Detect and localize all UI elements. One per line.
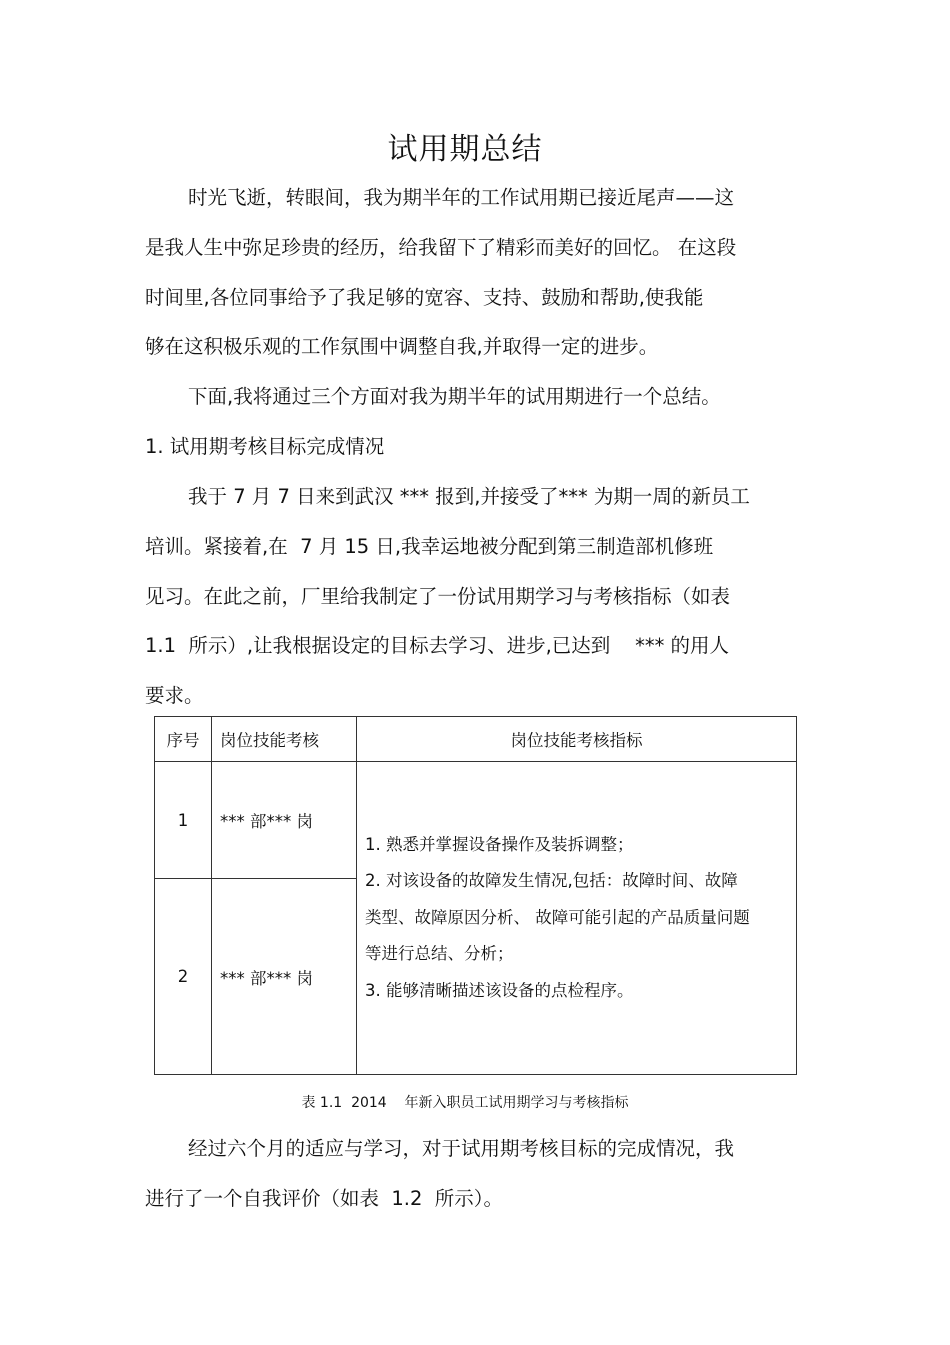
section-heading: 1. 试用期考核目标完成情况 — [145, 435, 385, 458]
paragraph-line: 够在这积极乐观的工作氛围中调整自我,并取得一定的进步。 — [145, 335, 659, 358]
paragraph-line: 要求。 — [145, 684, 204, 707]
paragraph-line: 进行了一个自我评价（如表 1.2 所示）。 — [145, 1187, 504, 1210]
paragraph-line: 经过六个月的适应与学习，对于试用期考核目标的完成情况，我 — [188, 1137, 735, 1160]
assessment-table — [154, 716, 797, 1075]
row-number-cell: 2 — [155, 879, 212, 1075]
table-caption: 表 1.1 2014 年新入职员工试用期学习与考核指标 — [301, 1095, 629, 1111]
paragraph-line: 1.1 所示）,让我根据设定的目标去学习、进步,已达到 *** 的用人 — [145, 634, 730, 657]
indicator-item: 2. 对该设备的故障发生情况,包括：故障时间、故障 — [365, 871, 738, 891]
paragraph-line: 见习。在此之前，厂里给我制定了一份试用期学习与考核指标（如表 — [145, 585, 731, 608]
indicator-list — [365, 827, 796, 1010]
row-post-cell: *** 部*** 岗 — [212, 879, 357, 1075]
table-row — [155, 762, 797, 879]
header-cell-indicator: 岗位技能考核指标 — [357, 717, 797, 762]
paragraph-line: 是我人生中弥足珍贵的经历，给我留下了精彩而美好的回忆。 在这段 — [145, 236, 737, 259]
row-post-cell: *** 部*** 岗 — [212, 762, 357, 879]
paragraph-line: 时光飞逝，转眼间，我为期半年的工作试用期已接近尾声——这 — [188, 186, 735, 209]
paragraph-line: 时间里,各位同事给予了我足够的宽容、支持、鼓励和帮助,使我能 — [145, 286, 704, 309]
document-title: 试用期总结 — [387, 132, 543, 167]
paragraph-line: 我于 7 月 7 日来到武汉 *** 报到,并接受了*** 为期一周的新员工 — [188, 485, 750, 508]
paragraph-line: 下面,我将通过三个方面对我为期半年的试用期进行一个总结。 — [188, 385, 721, 408]
header-cell-post: 岗位技能考核 — [212, 717, 357, 762]
header-cell-number: 序号 — [155, 717, 212, 762]
paragraph-line: 培训。紧接着,在 7 月 15 日,我幸运地被分配到第三制造部机修班 — [145, 535, 714, 558]
indicator-item: 等进行总结、分析； — [365, 944, 514, 964]
indicator-item: 类型、故障原因分析、 故障可能引起的产品质量问题 — [365, 907, 750, 927]
indicator-item: 3. 能够清晰描述该设备的点检程序。 — [365, 980, 634, 1000]
table-header-row — [155, 717, 797, 762]
indicator-cell — [357, 762, 797, 1075]
row-number-cell: 1 — [155, 762, 212, 879]
indicator-item: 1. 熟悉并掌握设备操作及装拆调整； — [365, 834, 634, 854]
